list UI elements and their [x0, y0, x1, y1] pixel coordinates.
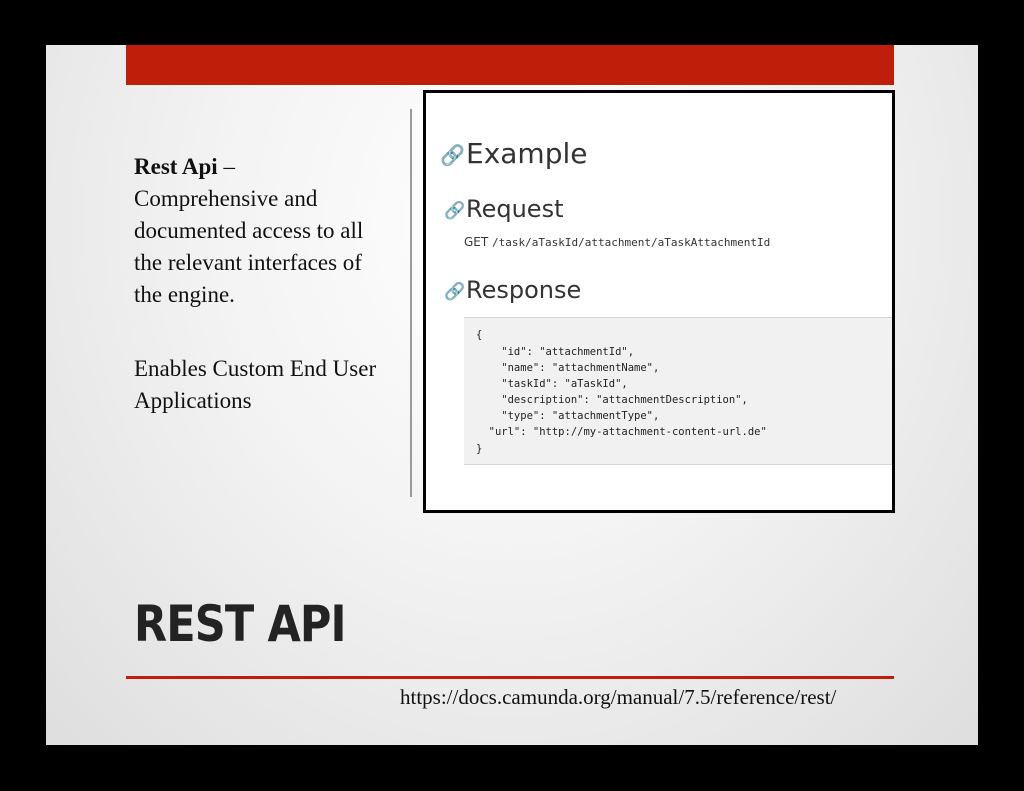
reference-link[interactable]: https://docs.camunda.org/manual/7.5/reference/rest/ — [400, 685, 837, 709]
code-line: "id": "attachmentId", — [476, 346, 635, 358]
code-line: "description": "attachmentDescription", — [476, 394, 748, 406]
code-line: "type": "attachmentType", — [476, 410, 660, 422]
link-icon: 🔗 — [444, 201, 466, 221]
request-path: /task/aTaskId/attachment/aTaskAttachmentId — [492, 236, 771, 249]
header-accent-band — [126, 45, 894, 85]
link-icon: 🔗 — [444, 282, 466, 302]
response-heading: Response — [466, 276, 582, 304]
code-line: "url": "http://my-attachment-content-url.de" — [476, 426, 767, 438]
description-heading: Rest Api — [134, 154, 218, 179]
request-line — [464, 235, 770, 249]
slide-title: REST API — [134, 595, 346, 653]
docs-screenshot — [423, 90, 895, 513]
code-line: "name": "attachmentName", — [476, 362, 660, 374]
request-heading: Request — [466, 195, 564, 223]
code-line: { — [476, 329, 483, 341]
request-method: GET — [464, 235, 489, 249]
slide — [46, 45, 978, 745]
description-text: – Comprehensive and documented access to all the relevant interfaces of the engine. — [134, 154, 364, 307]
body-text — [134, 151, 384, 417]
response-code-block — [464, 317, 895, 465]
code-line: "taskId": "aTaskId", — [476, 378, 628, 390]
vertical-divider — [410, 109, 412, 497]
link-icon: 🔗 — [440, 143, 465, 167]
example-heading: Example — [466, 137, 588, 170]
code-line: } — [476, 443, 483, 455]
title-underline — [126, 676, 894, 679]
custom-apps-paragraph: Enables Custom End User Applications — [134, 356, 377, 413]
description-paragraph — [134, 151, 384, 311]
